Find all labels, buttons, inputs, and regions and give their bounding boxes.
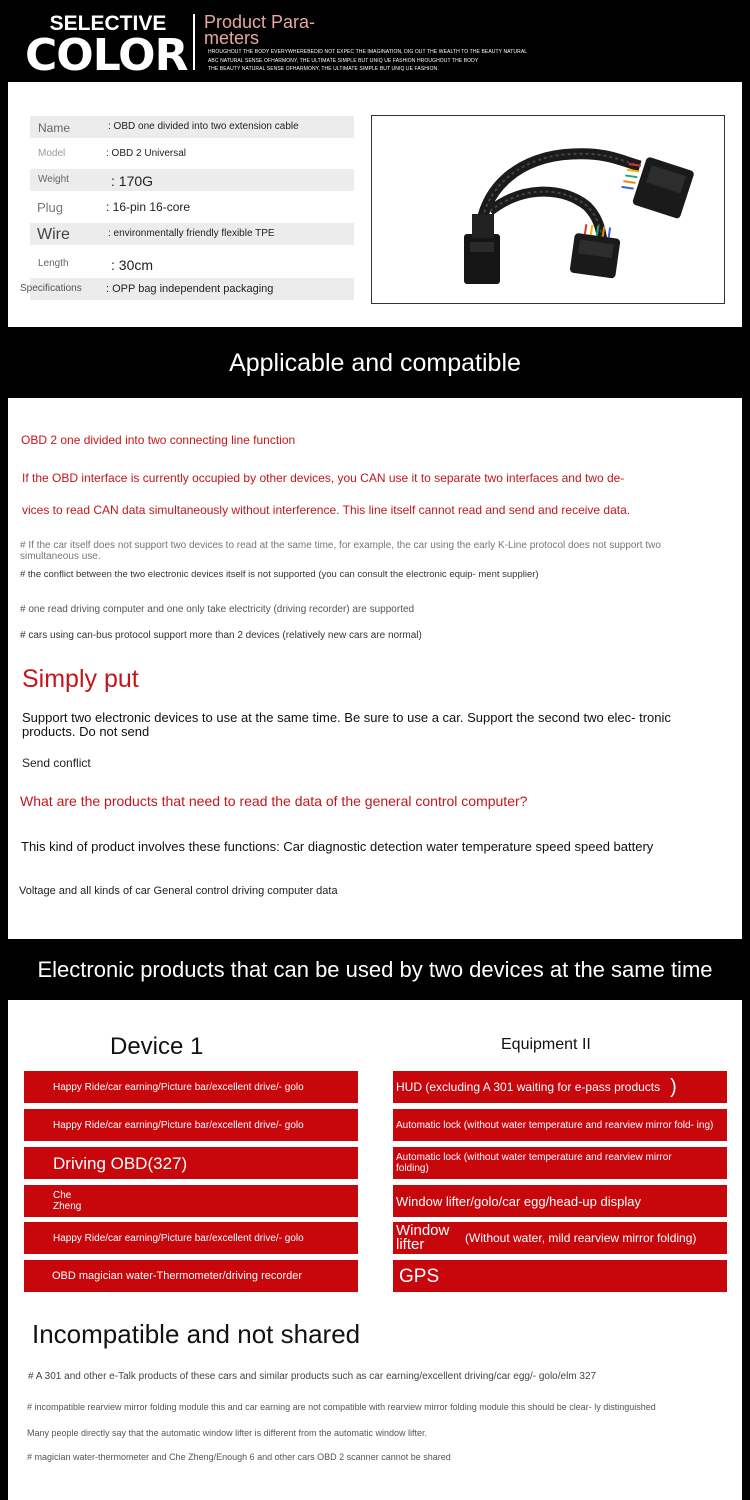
device2-item-paren: ) (670, 1075, 677, 1098)
product-image-frame (371, 115, 725, 304)
device2-item-label: Automatic lock (without water temperature and rearview mirror fold- ing) (396, 1119, 714, 1131)
device1-item (24, 1222, 358, 1254)
device1-item-label: Happy Ride/car earning/Picture bar/excellent drive/- golo (53, 1119, 304, 1131)
note-k-line: # If the car itself does not support two devices to read at the same time, for example, the car using the early K-Line protocol does not support two simultaneous use. (20, 540, 661, 562)
device2-item-extra: (Without water, mild rearview mirror folding) (465, 1231, 697, 1245)
device2-item-label: Automatic lock (without water temperature and rearview mirror folding) (396, 1152, 672, 1174)
device1-item-label: Che Zheng (53, 1190, 82, 1212)
param-row-weight (30, 169, 354, 191)
incompatible-title: Incompatible and not shared (32, 1319, 361, 1349)
incompat-note: # magician water-thermometer and Che Zheng/Enough 6 and other cars OBD 2 scanner cannot be shared (27, 1452, 451, 1462)
function-paragraph-line1: If the OBD interface is currently occupied by other devices, you CAN use it to separate two interfaces and two de- (22, 471, 625, 485)
function-paragraph-line2: vices to read CAN data simultaneously without interference. This line itself cannot read and send and receive data. (22, 503, 631, 517)
param-label: Specifications (20, 283, 82, 294)
header-tagline: HROUGHOUT THE BODY EVERYWHEREBEDID NOT EXPEC THE IMAGINATION, DIG OUT THE WEALTH TO THE BEAUTY NATURAL (208, 49, 528, 55)
param-label: Model (38, 148, 66, 159)
param-label: Name (38, 121, 71, 135)
obd-splitter-cable-icon (372, 116, 724, 303)
device2-item-label: Window lifter (396, 1222, 450, 1253)
products-question: What are the products that need to read the data of the general control computer? (20, 793, 528, 809)
simply-put-heading: Simply put (22, 665, 139, 693)
device2-item-label: HUD (excluding A 301 waiting for e-pass products (396, 1079, 661, 1094)
function-heading: OBD 2 one divided into two connecting line function (21, 433, 296, 447)
param-label: Length (38, 258, 69, 269)
device2-item (393, 1147, 727, 1179)
device1-item (24, 1071, 358, 1103)
device1-item (24, 1147, 358, 1179)
device2-item (393, 1185, 727, 1217)
header-divider (193, 14, 195, 70)
section-title-two-devices: Electronic products that can be used by two devices at the same time (0, 950, 750, 990)
logo-top-text: SELECTIVE (49, 12, 167, 35)
device1-title: Device 1 (110, 1033, 204, 1060)
param-row-length (30, 253, 354, 275)
param-value: : environmentally friendly flexible TPE (108, 228, 275, 239)
device2-title: Equipment II (501, 1036, 591, 1053)
param-value: : OBD 2 Universal (106, 148, 187, 159)
param-row-name (30, 116, 354, 138)
device2-item-label: GPS (399, 1265, 440, 1287)
device1-item-label: Happy Ride/car earning/Picture bar/excellent drive/- golo (53, 1081, 304, 1093)
device2-item-label: Window lifter/golo/car egg/head-up display (396, 1193, 641, 1209)
param-row-plug (30, 195, 354, 217)
support-text: Support two electronic devices to use at the same time. Be sure to use a car. Support the second two elec- tronic products. Do not send (22, 710, 671, 739)
device1-item-label: OBD magician water-Thermometer/driving recorder (52, 1269, 303, 1282)
device2-item (393, 1109, 727, 1141)
header-tagline: ABC NATURAL SENSE OFHARMONY, THE ULTIMATE SIMPLE BUT UNIQ UE FASHION HROUGHOUT THE BODY (208, 58, 479, 64)
incompat-note: # A 301 and other e-Talk products of these cars and similar products such as car earning/excellent driving/car egg/- golo/elm 327 (28, 1371, 597, 1382)
param-label: Wire (37, 226, 70, 243)
param-value: : 30cm (111, 257, 154, 273)
device1-item (24, 1260, 358, 1292)
param-label: Weight (38, 174, 69, 185)
device2-item (393, 1222, 727, 1254)
incompat-note: Many people directly say that the automatic window lifter is different from the automatic window lifter. (27, 1428, 428, 1438)
device2-item (393, 1260, 727, 1292)
send-conflict-text: Send conflict (22, 756, 91, 770)
device1-item (24, 1109, 358, 1141)
functions-text: This kind of product involves these functions: Car diagnostic detection water temperature speed speed battery (21, 839, 654, 854)
param-label: Plug (37, 200, 64, 215)
param-value: : 16-pin 16-core (106, 200, 191, 214)
header-title: Product Para- meters (204, 12, 316, 48)
param-value: : OPP bag independent packaging (106, 283, 274, 295)
param-row-wire (30, 223, 354, 245)
voltage-text: Voltage and all kinds of car General control driving computer data (19, 885, 338, 897)
note-conflict: # the conflict between the two electronic devices itself is not supported (you can consult the electronic equip- ment supplier) (20, 569, 539, 580)
header-tagline: THE BEAUTY NATURAL SENSE OFHARMONY, THE ULTIMATE SIMPLE BUT UNIQ UE FASHION. (208, 66, 439, 72)
incompat-note: # incompatible rearview mirror folding module this and car earning are not compatible with rearview mirror folding module this should be clear- ly distinguished (27, 1402, 656, 1412)
logo-bottom-text: COLOR (25, 30, 188, 81)
param-value: : 170G (111, 173, 154, 189)
device1-item-label: Driving OBD(327) (53, 1153, 188, 1173)
section-title-applicable: Applicable and compatible (0, 343, 750, 383)
param-row-specifications (20, 278, 354, 300)
device1-item (24, 1185, 358, 1217)
note-driving-computer: # one read driving computer and one only take electricity (driving recorder) are supported (20, 604, 415, 615)
device2-item (393, 1071, 727, 1103)
note-can-bus: # cars using can-bus protocol support more than 2 devices (relatively new cars are normal) (20, 630, 422, 641)
device1-item-label: Happy Ride/car earning/Picture bar/excellent drive/- golo (53, 1232, 304, 1244)
param-row-model (30, 143, 354, 165)
param-value: : OBD one divided into two extension cable (108, 121, 299, 132)
